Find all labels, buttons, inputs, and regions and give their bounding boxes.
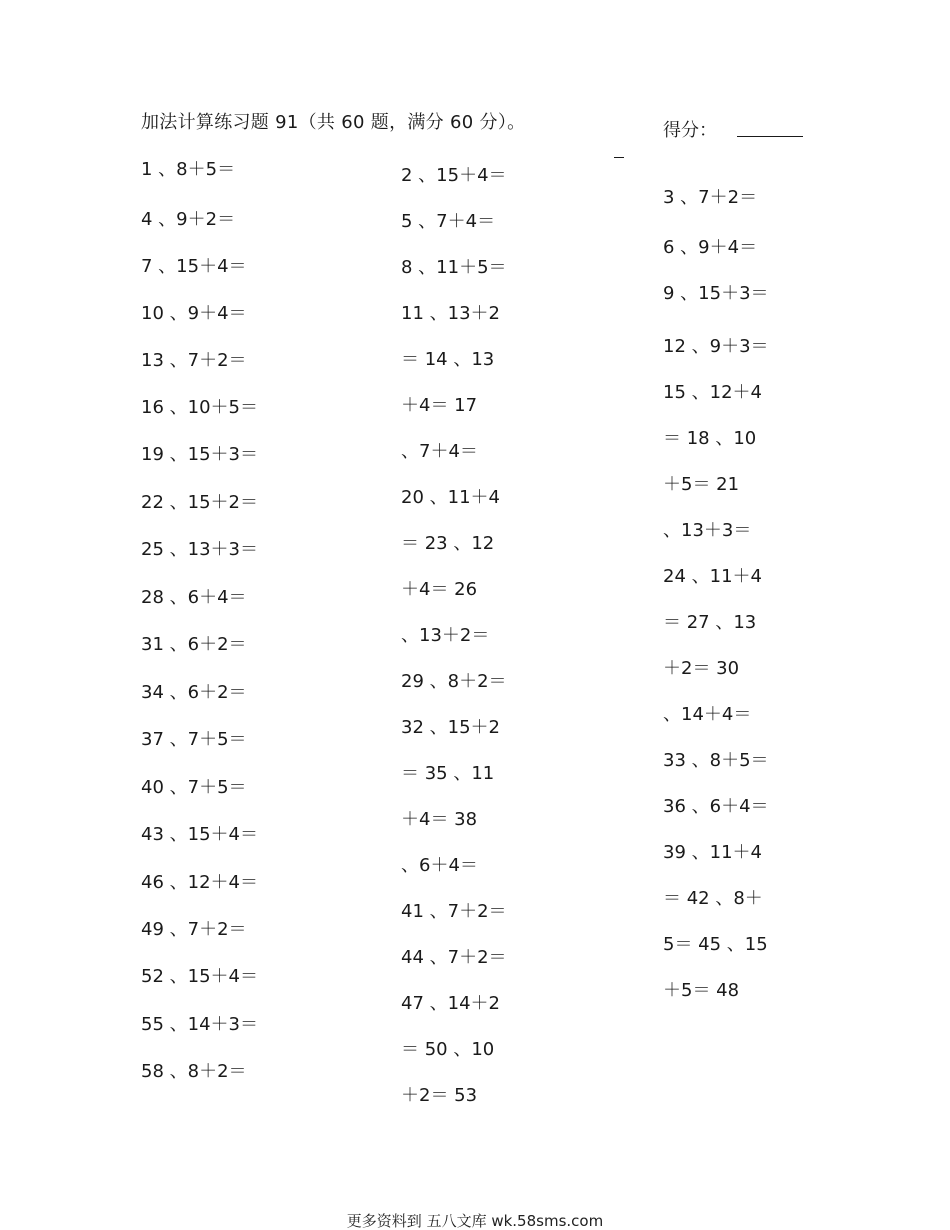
problem-line: 52 、15＋4＝ xyxy=(141,966,258,987)
worksheet-title: 加法计算练习题 91（共 60 题，满分 60 分）。 xyxy=(141,112,526,133)
problem-line: 、13＋2＝ xyxy=(401,625,490,646)
problem-line: 、13＋3＝ xyxy=(663,520,752,541)
problem-line: 5＝ 45 、15 xyxy=(663,934,768,955)
problem-line: 、7＋4＝ xyxy=(401,441,478,462)
problem-line: 32 、15＋2 xyxy=(401,717,500,738)
problem-line: 36 、6＋4＝ xyxy=(663,796,769,817)
problem-line: 40 、7＋5＝ xyxy=(141,777,247,798)
problem-line: 31 、6＋2＝ xyxy=(141,634,247,655)
problem-line: ＋4＝ 26 xyxy=(401,579,478,600)
problem-line: 55 、14＋3＝ xyxy=(141,1014,258,1035)
problem-line: 37 、7＋5＝ xyxy=(141,729,247,750)
problem-line: 20 、11＋4 xyxy=(401,487,500,508)
problem-line: 29 、8＋2＝ xyxy=(401,671,507,692)
problem-line: 15 、12＋4 xyxy=(663,382,762,403)
score-blank-line xyxy=(737,136,803,137)
problem-line: 39 、11＋4 xyxy=(663,842,762,863)
problem-line: 49 、7＋2＝ xyxy=(141,919,247,940)
problem-line: 8 、11＋5＝ xyxy=(401,257,507,278)
score-label: 得分： xyxy=(663,120,717,141)
problem-line: ＝ 42 、8＋ xyxy=(663,888,763,909)
problem-line: 41 、7＋2＝ xyxy=(401,901,507,922)
problem-line: 5 、7＋4＝ xyxy=(401,211,496,232)
problem-line: ＋4＝ 17 xyxy=(401,395,478,416)
problem-line: 28 、6＋4＝ xyxy=(141,587,247,608)
problem-line: 43 、15＋4＝ xyxy=(141,824,258,845)
problem-line: 46 、12＋4＝ xyxy=(141,872,258,893)
problem-line: 58 、8＋2＝ xyxy=(141,1061,247,1082)
footer-watermark: 更多资料到 五八文库 wk.58sms.com xyxy=(346,1212,604,1230)
stray-dash xyxy=(614,157,624,158)
problem-line: ＝ 35 、11 xyxy=(401,763,495,784)
problem-line: 、14＋4＝ xyxy=(663,704,752,725)
problem-line: 13 、7＋2＝ xyxy=(141,350,247,371)
problem-line: 7 、15＋4＝ xyxy=(141,256,247,277)
problem-line: 22 、15＋2＝ xyxy=(141,492,258,513)
problem-line: 2 、15＋4＝ xyxy=(401,165,507,186)
problem-line: 44 、7＋2＝ xyxy=(401,947,507,968)
problem-line: ＝ 18 、10 xyxy=(663,428,757,449)
problem-line: 33 、8＋5＝ xyxy=(663,750,769,771)
problem-line: 4 、9＋2＝ xyxy=(141,209,236,230)
problem-line: ＝ 50 、10 xyxy=(401,1039,495,1060)
problem-line: 12 、9＋3＝ xyxy=(663,336,769,357)
problem-line: ＋2＝ 53 xyxy=(401,1085,478,1106)
problem-line: 24 、11＋4 xyxy=(663,566,762,587)
problem-line: ＋2＝ 30 xyxy=(663,658,740,679)
problem-line: ＝ 23 、12 xyxy=(401,533,495,554)
problem-line: 11 、13＋2 xyxy=(401,303,500,324)
problem-line: ＋4＝ 38 xyxy=(401,809,478,830)
problem-line: ＋5＝ 48 xyxy=(663,980,740,1001)
problem-line: 10 、9＋4＝ xyxy=(141,303,247,324)
problem-line: ＝ 14 、13 xyxy=(401,349,495,370)
problem-line: 6 、9＋4＝ xyxy=(663,237,758,258)
problem-line: 47 、14＋2 xyxy=(401,993,500,1014)
problem-line: 9 、15＋3＝ xyxy=(663,283,769,304)
problem-line: 19 、15＋3＝ xyxy=(141,444,258,465)
problem-line: ＋5＝ 21 xyxy=(663,474,740,495)
problem-line: 34 、6＋2＝ xyxy=(141,682,247,703)
problem-line: 1 、8＋5＝ xyxy=(141,159,236,180)
problem-line: 25 、13＋3＝ xyxy=(141,539,258,560)
problem-line: 3 、7＋2＝ xyxy=(663,187,758,208)
problem-line: 、6＋4＝ xyxy=(401,855,478,876)
problem-line: ＝ 27 、13 xyxy=(663,612,757,633)
problem-line: 16 、10＋5＝ xyxy=(141,397,258,418)
